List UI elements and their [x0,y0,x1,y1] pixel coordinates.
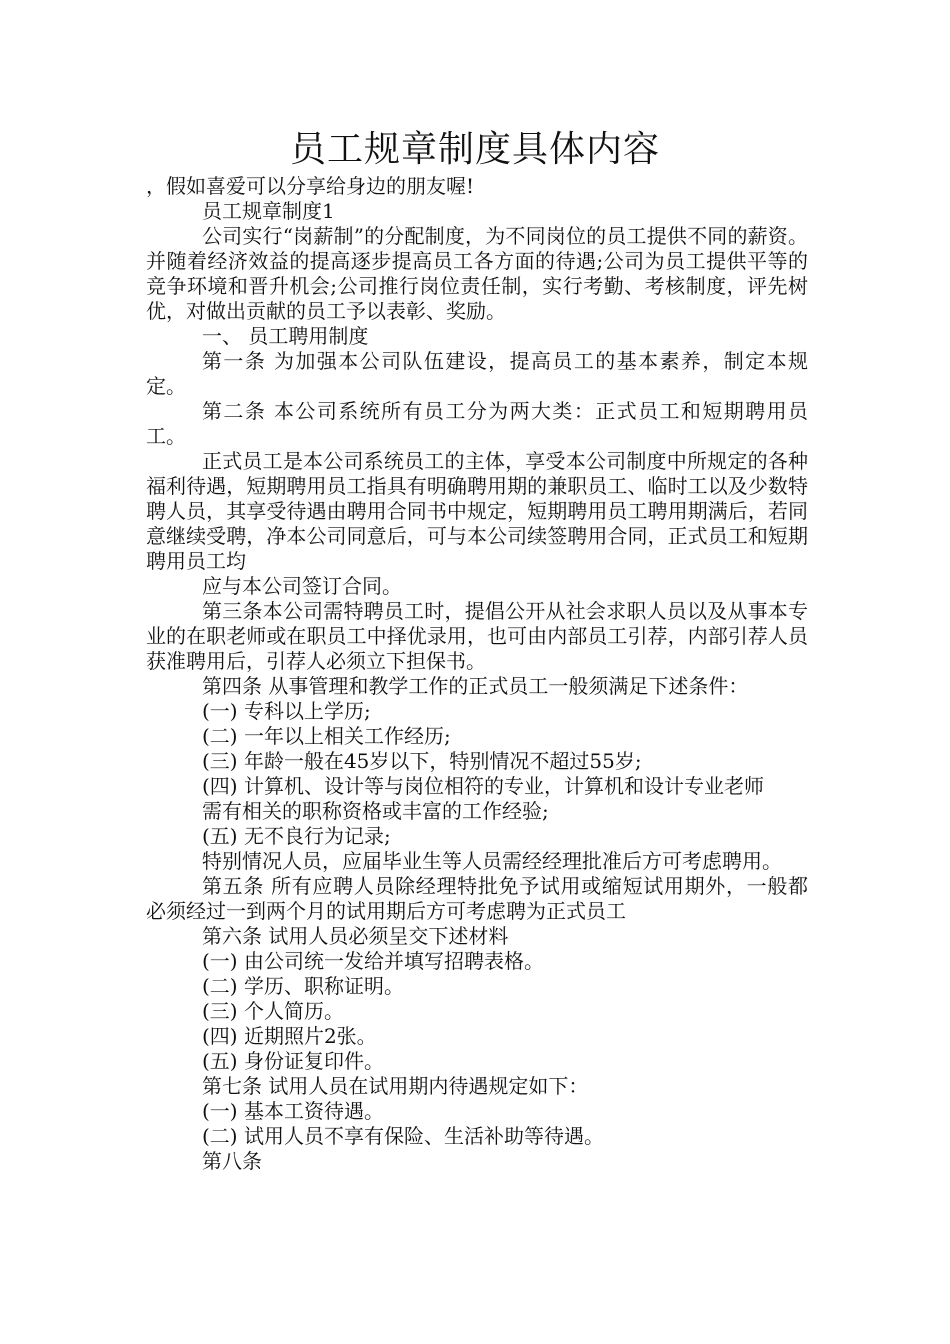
list-item: (四) 计算机、设计等与岗位相符的专业，计算机和设计专业老师 [202,774,764,798]
list-item: (一) 专科以上学历; [202,699,371,723]
article-3: 第三条本公司需特聘员工时，提倡公开从社会求职人员以及从事本专业的在职老师或在职员工中择优录用，也可由内部员工引荐，内部引荐人员获准聘用后，引荐人必须立下担保书。 [146,599,808,673]
article-7: 第七条 试用人员在试用期内待遇规定如下： [202,1074,589,1098]
paragraph: 正式员工是本公司系统员工的主体，享受本公司制度中所规定的各种福利待遇，短期聘用员工指具有明确聘用期的兼职员工、临时工以及少数特聘人员，其享受待遇由聘用合同书中规定，短期聘用员工聘用期满后，若同意继续受聘，净本公司同意后，可与本公司续签聘用合同，正式员工和短期聘用员工均 [146,449,808,573]
article-5: 第五条 所有应聘人员除经理特批免予试用或缩短试用期外，一般都必须经过一到两个月的试用期后方可考虑聘为正式员工 [146,874,808,923]
list-item: (二) 学历、职称证明。 [202,974,404,998]
list-item-continuation: 需有相关的职称资格或丰富的工作经验; [202,799,549,823]
article-8: 第八条 [202,1149,262,1173]
list-item: (二) 试用人员不享有保险、生活补助等待遇。 [202,1124,604,1148]
article-1: 第一条 为加强本公司队伍建设，提高员工的基本素养，制定本规定。 [146,349,808,398]
list-item: (三) 年龄一般在45岁以下，特别情况不超过55岁; [202,749,642,773]
list-item: (一) 由公司统一发给并填写招聘表格。 [202,949,544,973]
list-item: (五) 无不良行为记录; [202,824,391,848]
paragraph: 应与本公司签订合同。 [202,574,402,598]
chapter-heading: 一、 员工聘用制度 [202,324,369,348]
section-heading: 员工规章制度1 [202,199,335,223]
article-6: 第六条 试用人员必须呈交下述材料 [202,924,509,948]
intro-line: ，假如喜爱可以分享给身边的朋友喔! [146,174,475,198]
list-item: (三) 个人简历。 [202,999,344,1023]
document-body [146,174,808,1174]
list-item: (一) 基本工资待遇。 [202,1099,384,1123]
paragraph: 公司实行“岗薪制”的分配制度，为不同岗位的员工提供不同的薪资。并随着经济效益的提高逐步提高员工各方面的待遇;公司为员工提供平等的竞争环境和晋升机会;公司推行岗位责任制，实行考勤、考核制度，评先树优，对做出贡献的员工予以表彰、奖励。 [146,224,808,323]
article-4: 第四条 从事管理和教学工作的正式员工一般须满足下述条件： [202,674,749,698]
list-item: (二) 一年以上相关工作经历; [202,724,451,748]
article-2: 第二条 本公司系统所有员工分为两大类：正式员工和短期聘用员工。 [146,399,808,448]
document-title: 员工规章制度具体内容 [289,129,660,170]
paragraph: 特别情况人员，应届毕业生等人员需经经理批准后方可考虑聘用。 [202,849,782,873]
list-item: (五) 身份证复印件。 [202,1049,384,1073]
list-item: (四) 近期照片2张。 [202,1024,377,1048]
